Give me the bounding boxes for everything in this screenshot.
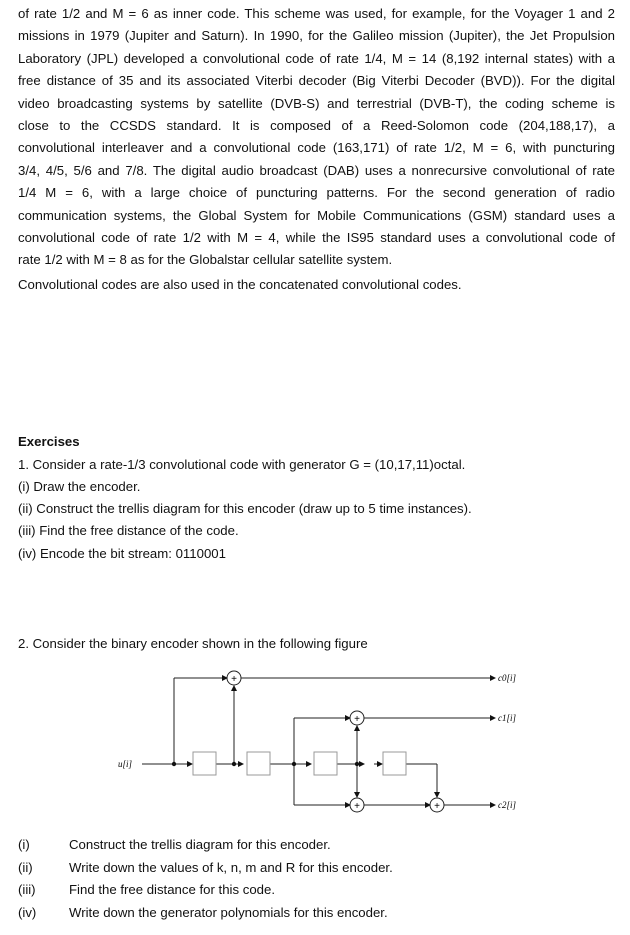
junction-dot xyxy=(172,762,176,766)
encoder-figure xyxy=(100,660,540,825)
intro-line: missions in 1979 (Jupiter and Saturn). In 1990, for the Galileo mission (Jupiter), the Jet Propulsion xyxy=(18,28,615,44)
question-1-part: (ii) Construct the trellis diagram for this encoder (draw up to 5 time instances). xyxy=(18,501,472,516)
junction-dot xyxy=(355,762,359,766)
question-2-part-text: Write down the values of k, n, m and R for this encoder. xyxy=(69,860,393,875)
question-2-part-text: Write down the generator polynomials for this encoder. xyxy=(69,905,388,920)
question-2-part-number: (ii) xyxy=(18,860,33,875)
question-2-part-text: Construct the trellis diagram for this encoder. xyxy=(69,837,331,852)
intro-line: convolutional code of rate 1/2 with M = 4, while the IS95 standard uses a convolutional code of xyxy=(18,230,615,246)
svg-text:+: + xyxy=(354,714,360,725)
intro-line: Laboratory (JPL) developed a convolutional code of rate 1/4, M = 14 (8,192 internal states) with a xyxy=(18,50,615,66)
adder-c2-second xyxy=(430,798,444,812)
question-2-part-number: (iv) xyxy=(18,905,37,920)
junction-dot xyxy=(292,762,296,766)
adder-c2-first xyxy=(350,798,364,812)
intro-line: of rate 1/2 and M = 6 as inner code. This scheme was used, for example, for the Voyager 1 and 2 xyxy=(18,6,615,21)
intro-paragraph xyxy=(18,3,615,272)
shift-register-1 xyxy=(193,752,216,775)
intro-line: convolutional interleaver and a convolutional code (163,171) of rate 1/2, M = 6, with puncturing xyxy=(18,140,615,156)
question-1-part: (iii) Find the free distance of the code. xyxy=(18,523,239,538)
intro-line: 1/4 M = 6, with a large choice of puncturing patterns. For the second generation of radio xyxy=(18,185,615,201)
question-2-part-number: (iii) xyxy=(18,882,36,897)
question-1-part: (iv) Encode the bit stream: 0110001 xyxy=(18,546,226,561)
output-label-c1: c1[i] xyxy=(498,713,516,723)
adder-c0 xyxy=(227,671,241,685)
svg-text:+: + xyxy=(231,674,237,685)
input-label: u[i] xyxy=(118,759,133,769)
exercises-heading: Exercises xyxy=(18,434,80,449)
junction-dot xyxy=(232,762,236,766)
intro-line: free distance of 35 and its associated Viterbi decoder (Big Viterbi Decoder (BVD)). For the digital xyxy=(18,73,615,89)
svg-text:+: + xyxy=(354,801,360,812)
question-2-part-number: (i) xyxy=(18,837,30,852)
closing-line: Convolutional codes are also used in the concatenated convolutional codes. xyxy=(18,277,462,292)
shift-register-3 xyxy=(314,752,337,775)
intro-line: rate 1/2 with M = 8 as for the Globalstar cellular satellite system. xyxy=(18,252,393,268)
question-1: 1. Consider a rate-1/3 convolutional code with generator G = (10,17,11)octal. xyxy=(18,457,466,472)
question-2: 2. Consider the binary encoder shown in the following figure xyxy=(18,636,368,651)
intro-line: close to the CCSDS standard. It is composed of a Reed-Solomon code (204,188,17), a xyxy=(18,118,615,134)
svg-text:+: + xyxy=(434,801,440,812)
intro-line: 3/4, 4/5, 5/6 and 7/8. The digital audio broadcast (DAB) uses a nonrecursive convolutional of rate xyxy=(18,162,615,178)
question-2-part-text: Find the free distance for this code. xyxy=(69,882,275,897)
intro-line: video broadcasting systems by satellite (DVB-S) and terrestrial (DVB-T), the coding scheme is xyxy=(18,95,615,111)
output-label-c0: c0[i] xyxy=(498,673,516,683)
intro-line: communication systems, the Global System for Mobile Communications (GSM) standard uses a xyxy=(18,207,615,223)
output-label-c2: c2[i] xyxy=(498,800,516,810)
shift-register-4 xyxy=(383,752,406,775)
adder-c1 xyxy=(350,711,364,725)
shift-register-2 xyxy=(247,752,270,775)
question-1-part: (i) Draw the encoder. xyxy=(18,479,141,494)
